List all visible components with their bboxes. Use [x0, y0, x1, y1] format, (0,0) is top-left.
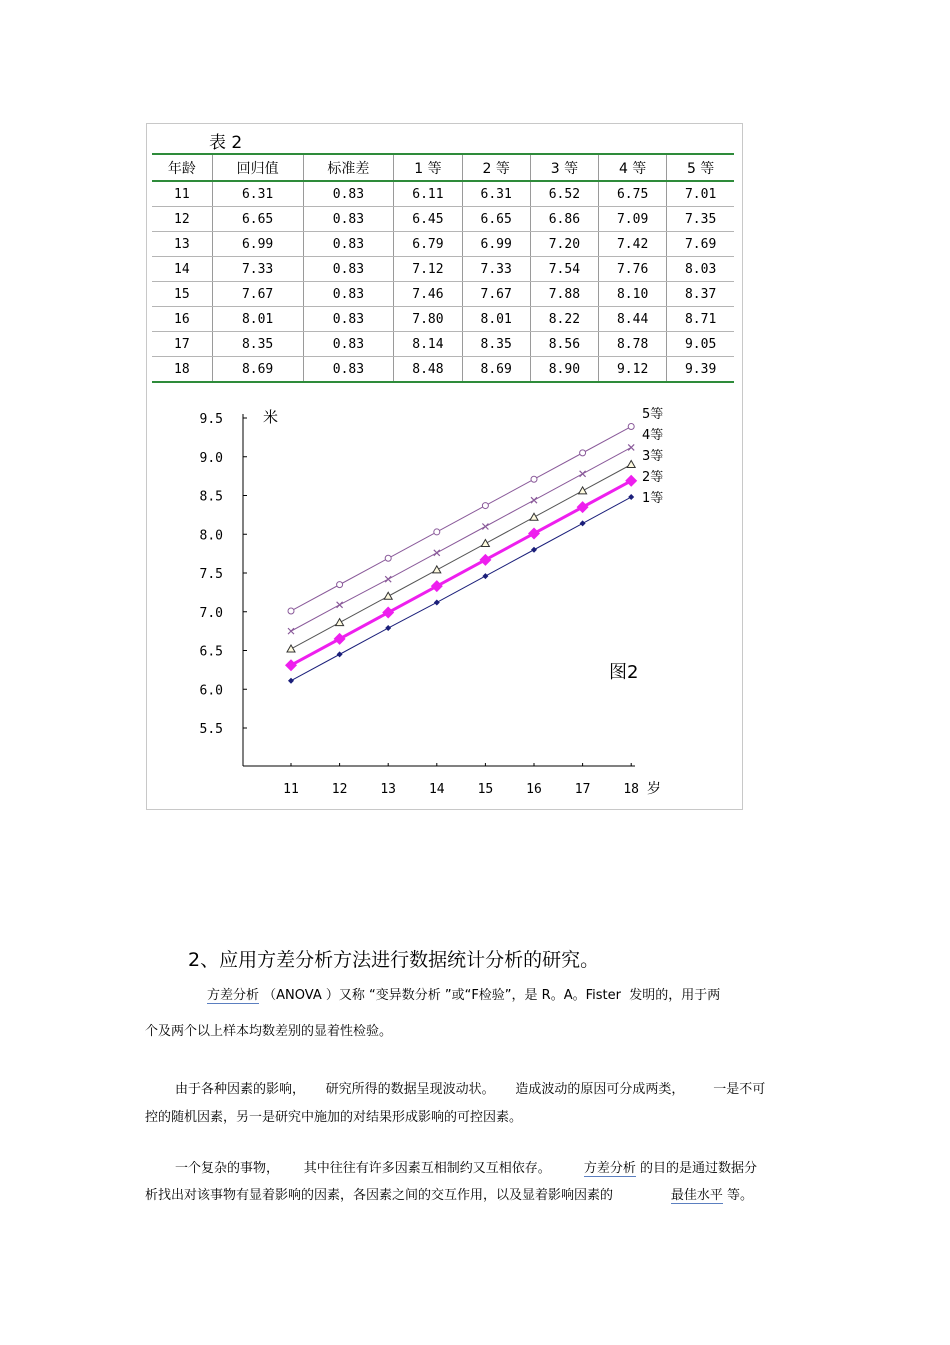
y-tick-label: 5.5 [199, 722, 223, 737]
table-cell: 6.65 [212, 207, 303, 232]
series-1 [288, 494, 634, 684]
p1-text-a: （ANOVA ）又称 “变异数分析 ”或“F检验”，是 R。A。Fister 发明的，用于两 [263, 988, 721, 1003]
table-cell: 8.37 [667, 282, 734, 307]
data-point [382, 607, 394, 619]
paragraph-3-line-1 [175, 1155, 757, 1182]
table-body [152, 181, 734, 382]
chart-series [285, 424, 637, 684]
table-cell: 7.20 [530, 232, 598, 257]
p3-text-d: 等。 [727, 1188, 754, 1203]
paragraph-3-line-2 [145, 1182, 753, 1209]
series-4 [288, 444, 634, 634]
table-header-cell: 1 等 [394, 154, 462, 181]
table-row [152, 307, 734, 332]
table-cell: 7.33 [212, 257, 303, 282]
best-level-link[interactable]: 最佳水平 [670, 1188, 723, 1203]
y-tick-label: 6.0 [199, 683, 223, 699]
section-heading: 2、应用方差分析方法进行数据统计分析的研究。 [188, 949, 600, 971]
x-tick-label: 18 [623, 782, 640, 797]
table-cell: 6.45 [394, 207, 462, 232]
data-point [433, 566, 441, 573]
table-cell: 8.01 [212, 307, 303, 332]
data-point [530, 513, 538, 520]
data-point [285, 659, 297, 671]
anova-link-2[interactable]: 方差分析 [583, 1161, 636, 1176]
table-cell: 12 [152, 207, 212, 232]
table-cell: 9.05 [667, 332, 734, 357]
table-cell: 6.99 [212, 232, 303, 257]
data-table [152, 153, 734, 383]
table-header-cell: 2 等 [462, 154, 530, 181]
data-point [288, 608, 294, 614]
table-cell: 9.39 [667, 357, 734, 383]
p3-text-c: 析找出对该事物有显着影响的因素，各因素之间的交互作用，以及显着影响因素的 [145, 1188, 614, 1203]
data-point [531, 497, 537, 503]
table-cell: 8.14 [394, 332, 462, 357]
table-header-cell: 5 等 [667, 154, 734, 181]
data-point [528, 527, 540, 539]
data-point [481, 540, 489, 547]
table-cell: 7.35 [667, 207, 734, 232]
table-cell: 7.80 [394, 307, 462, 332]
series-line [291, 497, 631, 681]
table-cell: 7.01 [667, 181, 734, 207]
table-cell: 0.83 [303, 282, 394, 307]
table-row [152, 207, 734, 232]
table-cell: 0.83 [303, 181, 394, 207]
paragraph-2-line-1: 由于各种因素的影响， 研究所得的数据呈现波动状。 造成波动的原因可分成两类， 一是不可 [175, 1082, 766, 1097]
x-tick-label: 17 [574, 782, 591, 797]
y-tick-label: 6.5 [199, 644, 223, 660]
table-cell: 8.10 [599, 282, 667, 307]
table-row [152, 357, 734, 383]
data-point [531, 547, 537, 553]
data-point [434, 529, 440, 535]
table-cell: 6.31 [462, 181, 530, 207]
table-row [152, 181, 734, 207]
table-cell: 6.79 [394, 232, 462, 257]
table-cell: 8.48 [394, 357, 462, 383]
table-cell: 7.69 [667, 232, 734, 257]
table-cell: 7.67 [462, 282, 530, 307]
series-2 [285, 475, 637, 671]
table-cell: 8.03 [667, 257, 734, 282]
table-caption: 表 2 [209, 133, 243, 153]
x-tick-label: 16 [526, 782, 542, 797]
y-tick-label: 8.5 [199, 489, 223, 505]
data-point [482, 573, 488, 579]
x-axis-label: 岁 [647, 781, 661, 797]
chart-axes [243, 414, 635, 766]
table-cell: 7.54 [530, 257, 598, 282]
y-tick-label: 7.5 [199, 567, 223, 582]
data-point [287, 645, 295, 652]
data-point [385, 576, 391, 582]
data-point [531, 476, 537, 482]
table-cell: 7.09 [599, 207, 667, 232]
y-tick-label: 8.0 [199, 528, 223, 544]
data-point [625, 475, 637, 487]
table-row [152, 232, 734, 257]
table-cell: 8.22 [530, 307, 598, 332]
table-cell: 8.69 [462, 357, 530, 383]
x-tick-label: 11 [283, 782, 299, 797]
table-cell: 6.52 [530, 181, 598, 207]
x-tick-label: 15 [477, 782, 494, 797]
table-header-cell: 回归值 [212, 154, 303, 181]
table-cell: 0.83 [303, 257, 394, 282]
data-point [385, 625, 391, 631]
p3-text-b: 的目的是通过数据分 [640, 1161, 758, 1176]
table-cell: 8.01 [462, 307, 530, 332]
anova-link[interactable]: 方差分析 [207, 988, 260, 1003]
table-cell: 13 [152, 232, 212, 257]
chart-labels [200, 407, 664, 797]
data-point [334, 633, 346, 645]
table-cell: 0.83 [303, 307, 394, 332]
table-header-cell: 标准差 [303, 154, 394, 181]
y-tick-label: 9.5 [199, 412, 223, 427]
data-point [482, 524, 488, 530]
table-cell: 8.35 [462, 332, 530, 357]
paragraph-2-line-2: 控的随机因素，另一是研究中施加的对结果形成影响的可控因素。 [145, 1110, 523, 1125]
table-cell: 7.12 [394, 257, 462, 282]
data-point [385, 555, 391, 561]
table-cell: 7.46 [394, 282, 462, 307]
table-cell: 0.83 [303, 207, 394, 232]
table-row [152, 282, 734, 307]
data-point [384, 592, 392, 599]
table-cell: 11 [152, 181, 212, 207]
data-point [628, 424, 634, 430]
x-tick-label: 12 [331, 782, 348, 797]
legend-label: 1等 [642, 491, 664, 506]
table-cell: 7.67 [212, 282, 303, 307]
data-point [337, 602, 343, 608]
data-point [479, 554, 491, 566]
data-point [580, 520, 586, 526]
x-tick-label: 13 [380, 782, 397, 797]
table-row [152, 332, 734, 357]
table-cell: 7.76 [599, 257, 667, 282]
table-row [152, 257, 734, 282]
y-tick-label: 7.0 [199, 605, 223, 621]
table-cell: 6.65 [462, 207, 530, 232]
p3-text-a: 一个复杂的事物， 其中往往有许多因素互相制约又互相依存。 [175, 1161, 551, 1176]
data-point [580, 471, 586, 477]
table-cell: 7.33 [462, 257, 530, 282]
data-point [628, 444, 634, 450]
table-cell: 8.78 [599, 332, 667, 357]
legend-label: 2等 [642, 470, 664, 485]
table-cell: 8.56 [530, 332, 598, 357]
table-cell: 17 [152, 332, 212, 357]
table-cell: 18 [152, 357, 212, 383]
series-line [291, 447, 631, 631]
chart-title: 图2 [609, 662, 639, 683]
table-cell: 6.11 [394, 181, 462, 207]
paragraph-1-line-2: 个及两个以上样本均数差别的显着性检验。 [145, 1024, 393, 1039]
table-header-row [152, 154, 734, 181]
table-cell: 6.86 [530, 207, 598, 232]
table-cell: 8.44 [599, 307, 667, 332]
table-cell: 0.83 [303, 357, 394, 383]
table-cell: 6.31 [212, 181, 303, 207]
y-tick-label: 9.0 [199, 450, 223, 466]
legend-label: 5等 [642, 407, 664, 422]
legend-label: 4等 [642, 428, 664, 443]
y-axis-label: 米 [263, 408, 279, 426]
table-cell: 7.42 [599, 232, 667, 257]
data-point [628, 494, 634, 500]
series-5 [288, 424, 634, 614]
data-point [580, 450, 586, 456]
table-cell: 0.83 [303, 332, 394, 357]
data-point [579, 487, 587, 494]
data-point [482, 503, 488, 509]
table-header-cell: 4 等 [599, 154, 667, 181]
data-point [336, 619, 344, 626]
data-point [577, 501, 589, 513]
table-header-cell: 3 等 [530, 154, 598, 181]
data-point [337, 651, 343, 657]
data-point [337, 582, 343, 588]
legend-label: 3等 [642, 449, 664, 464]
data-point [434, 599, 440, 605]
table-header-cell: 年龄 [152, 154, 212, 181]
data-point [431, 580, 443, 592]
table-cell: 6.99 [462, 232, 530, 257]
table-cell: 8.90 [530, 357, 598, 383]
data-point [288, 628, 294, 634]
table-cell: 14 [152, 257, 212, 282]
table-cell: 7.88 [530, 282, 598, 307]
table-cell: 6.75 [599, 181, 667, 207]
figure-panel [146, 123, 743, 810]
table-cell: 8.35 [212, 332, 303, 357]
series-3 [287, 461, 635, 652]
table-cell: 8.69 [212, 357, 303, 383]
data-point [434, 550, 440, 556]
x-tick-label: 14 [428, 782, 445, 797]
table-cell: 8.71 [667, 307, 734, 332]
data-point [288, 678, 294, 684]
paragraph-1-line-1 [207, 982, 720, 1009]
table-cell: 9.12 [599, 357, 667, 383]
data-point [627, 461, 635, 468]
table-cell: 15 [152, 282, 212, 307]
table-cell: 16 [152, 307, 212, 332]
table-cell: 0.83 [303, 232, 394, 257]
growth-line-chart [147, 394, 742, 804]
